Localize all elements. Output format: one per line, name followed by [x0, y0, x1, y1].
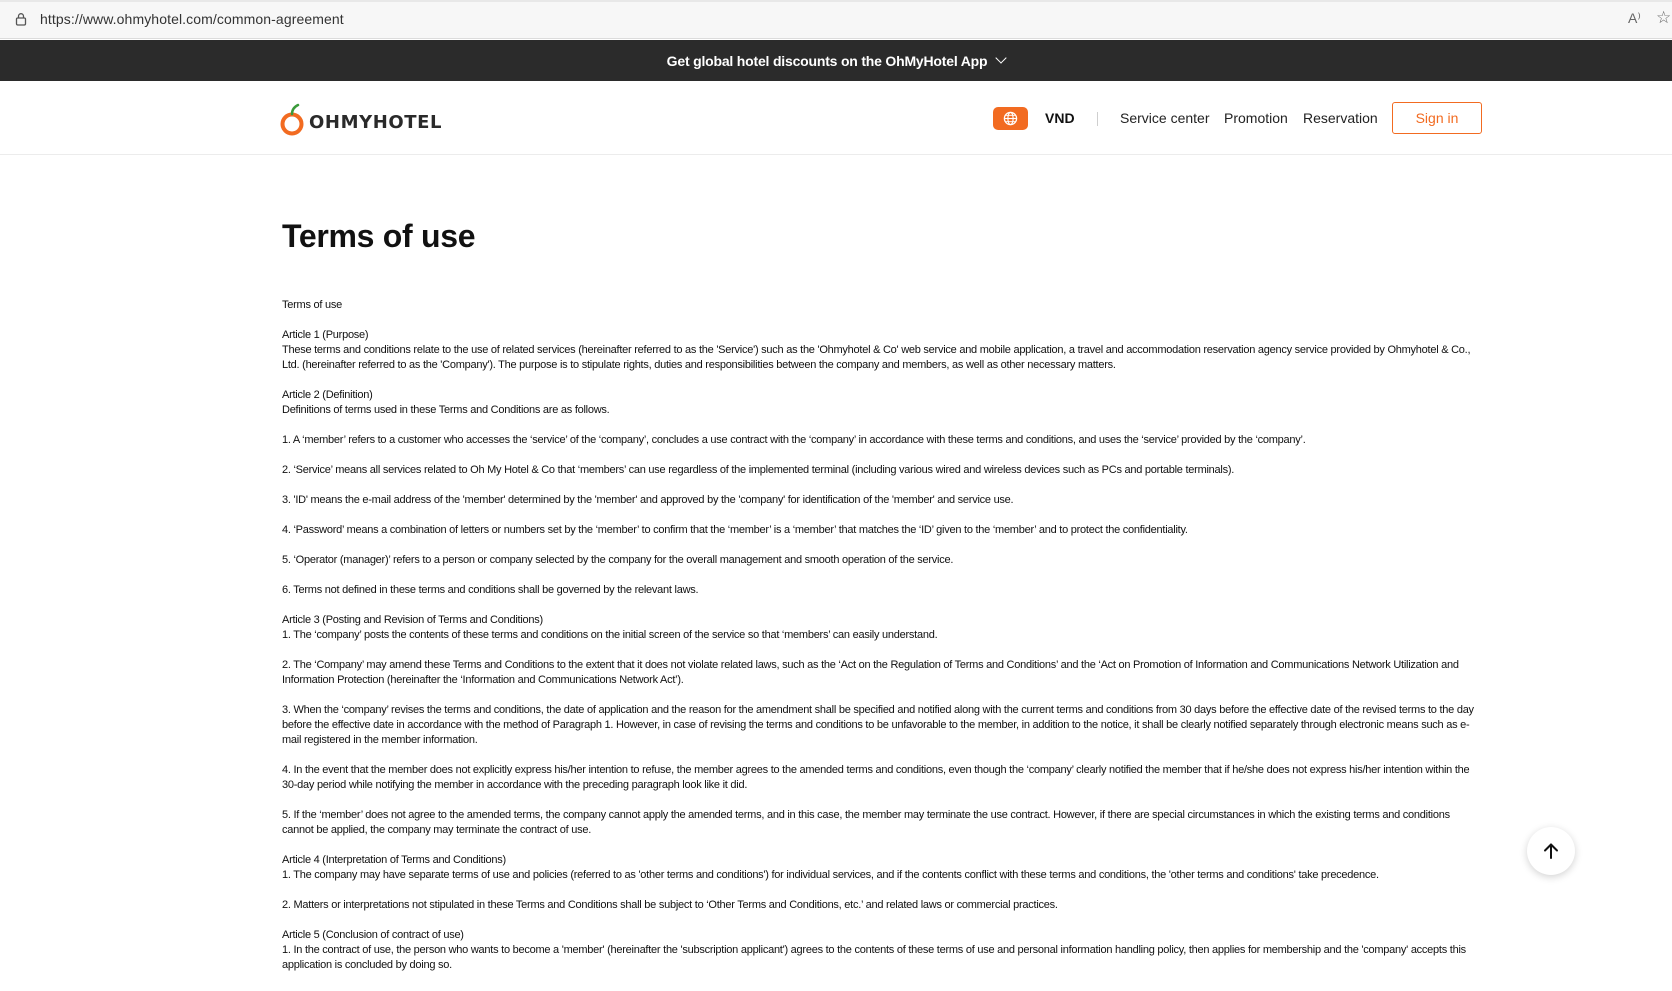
tab-strip-edge	[0, 0, 1672, 2]
terms-paragraph: These terms and conditions relate to the use of related services (hereinafter referred to as the 'Service') such as the 'Ohmyhotel & Co' web service and mobile application, a travel and accommodation reservation agency service provided by Ohmyhotel & Co., Ltd. (hereinafter referred to as the 'Company'). The purpose is to stipulate rights, duties and responsibilities between the company and members, as well as other necessary matters.	[282, 344, 1471, 371]
terms-paragraph: 3. When the ‘company’ revises the terms and conditions, the date of application and the reason for the amendment shall be specified and notified along with the current terms and conditions from 30 days before the effective date of the revised terms to the day before the effective date in accordance with the method of Paragraph 1. However, in case of revising the terms and conditions to be unfavorable to the member, in addition to the notice, it shall be clearly notified separately through electronic means such as e-mail registered in the member information.	[282, 704, 1474, 746]
terms-paragraph: 2. Matters or interpretations not stipulated in these Terms and Conditions shall be subject to ‘Other Terms and Conditions, etc.’ and related laws or commercial practices.	[282, 899, 1058, 911]
terms-block	[282, 493, 1484, 508]
terms-block	[282, 553, 1484, 568]
terms-paragraph: 1. The company may have separate terms of use and policies (referred to as 'other terms and conditions') for individual services, and if the contents conflict with these terms and conditions, the 'other terms and conditions' take precedence.	[282, 869, 1379, 881]
globe-icon	[1003, 111, 1018, 126]
terms-paragraph: 2. The ‘Company’ may amend these Terms and Conditions to the extent that it does not violate related laws, such as the ‘Act on the Regulation of Terms and Conditions’ and the ‘Act on Promotion of Information and Communications Network Utilization and Information Protection (hereinafter the ‘Information and Communications Network Act’).	[282, 659, 1459, 686]
header-divider	[1097, 112, 1098, 126]
currency-selector[interactable]: VND	[1045, 110, 1075, 126]
orange-fruit-logo-icon	[280, 103, 306, 137]
terms-paragraph: 4. ‘Password’ means a combination of letters or numbers set by the ‘member’ to confirm that the ‘member’ is a ‘member’ that matches the ‘ID’ given to the ‘member’ and to protect the confidentiality.	[282, 524, 1188, 536]
page-title: Terms of use	[282, 218, 476, 254]
nav-promotion[interactable]: Promotion	[1224, 110, 1288, 126]
terms-block	[282, 463, 1484, 478]
site-header	[0, 81, 1672, 155]
terms-block	[282, 658, 1484, 688]
terms-paragraph: 1. In the contract of use, the person who wants to become a 'member' (hereinafter the 'subscription applicant') agrees to the contents of these terms of use and personal information handling policy, then applies for membership and the 'company' accepts this application is concluded by doing so.	[282, 944, 1466, 971]
terms-paragraph: 5. If the ‘member’ does not agree to the amended terms, the company cannot apply the amended terms, and in this case, the member may terminate the use contract. However, if there are special circumstances in which the existing terms and conditions cannot be applied, the company may terminate the contract of use.	[282, 809, 1450, 836]
terms-paragraph: 1. A ‘member’ refers to a customer who accesses the ‘service’ of the ‘company’, concludes a use contract with the ‘company’ in accordance with these terms and conditions, and uses the ‘service’ provided by the ‘company’.	[282, 434, 1306, 446]
terms-block	[282, 898, 1484, 913]
scroll-to-top-button[interactable]	[1527, 827, 1575, 875]
terms-paragraph: 4. In the event that the member does not explicitly express his/her intention to refuse, the member agrees to the amended terms and conditions, even though the ‘company’ clearly notified the member that if he/she does not express his/her intention within the 30-day period while notifying the member in accordance with the preceding paragraph look like it did.	[282, 764, 1470, 791]
nav-reservation[interactable]: Reservation	[1303, 110, 1378, 126]
app-promo-banner[interactable]	[0, 40, 1672, 81]
terms-heading: Article 5 (Conclusion of contract of use)	[282, 929, 464, 941]
terms-block	[282, 388, 1484, 418]
terms-block	[282, 853, 1484, 883]
terms-block	[282, 328, 1484, 373]
terms-heading: Article 1 (Purpose)	[282, 329, 369, 341]
terms-heading: Article 4 (Interpretation of Terms and Conditions)	[282, 854, 506, 866]
terms-block	[282, 583, 1484, 598]
terms-body	[282, 298, 1484, 988]
terms-block	[282, 808, 1484, 838]
terms-block	[282, 298, 1484, 313]
chevron-down-icon	[996, 52, 1007, 63]
favorite-star-icon[interactable]: ☆	[1656, 8, 1672, 27]
url-field[interactable]: https://www.ohmyhotel.com/common-agreement	[40, 11, 344, 27]
nav-service-center[interactable]: Service center	[1120, 110, 1210, 126]
terms-paragraph: 1. The ‘company’ posts the contents of these terms and conditions on the initial screen of the service so that ‘members’ can easily understand.	[282, 629, 938, 641]
terms-block	[282, 523, 1484, 538]
terms-block	[282, 763, 1484, 793]
sign-in-button[interactable]: Sign in	[1392, 102, 1482, 134]
terms-paragraph: 2. ‘Service’ means all services related to Oh My Hotel & Co that ‘members’ can use regardless of the implemented terminal (including various wired and wireless devices such as PCs and portable terminals).	[282, 464, 1235, 476]
terms-paragraph: Definitions of terms used in these Terms and Conditions are as follows.	[282, 404, 610, 416]
read-aloud-icon[interactable]: A⁾	[1628, 10, 1641, 26]
terms-heading: Article 3 (Posting and Revision of Terms and Conditions)	[282, 614, 543, 626]
ohmyhotel-logo[interactable]	[280, 101, 442, 137]
terms-block	[282, 928, 1484, 973]
terms-paragraph: Terms of use	[282, 299, 342, 311]
browser-address-bar	[0, 0, 1672, 39]
lock-icon[interactable]	[14, 12, 28, 26]
app-promo-text: Get global hotel discounts on the OhMyHotel App	[666, 52, 988, 69]
terms-paragraph: 5. ‘Operator (manager)’ refers to a person or company selected by the company for the overall management and smooth operation of the service.	[282, 554, 954, 566]
arrow-up-icon	[1541, 841, 1561, 861]
terms-block	[282, 433, 1484, 448]
terms-paragraph: 6. Terms not defined in these terms and conditions shall be governed by the relevant laws.	[282, 584, 699, 596]
terms-heading: Article 2 (Definition)	[282, 389, 373, 401]
language-globe-button[interactable]	[993, 107, 1028, 130]
terms-block	[282, 613, 1484, 643]
terms-paragraph: 3. 'ID' means the e-mail address of the 'member' determined by the 'member' and approved by the 'company' for identification of the 'member' and service use.	[282, 494, 1014, 506]
terms-block	[282, 703, 1484, 748]
logo-wordmark: OHMYHOTEL	[309, 112, 443, 133]
